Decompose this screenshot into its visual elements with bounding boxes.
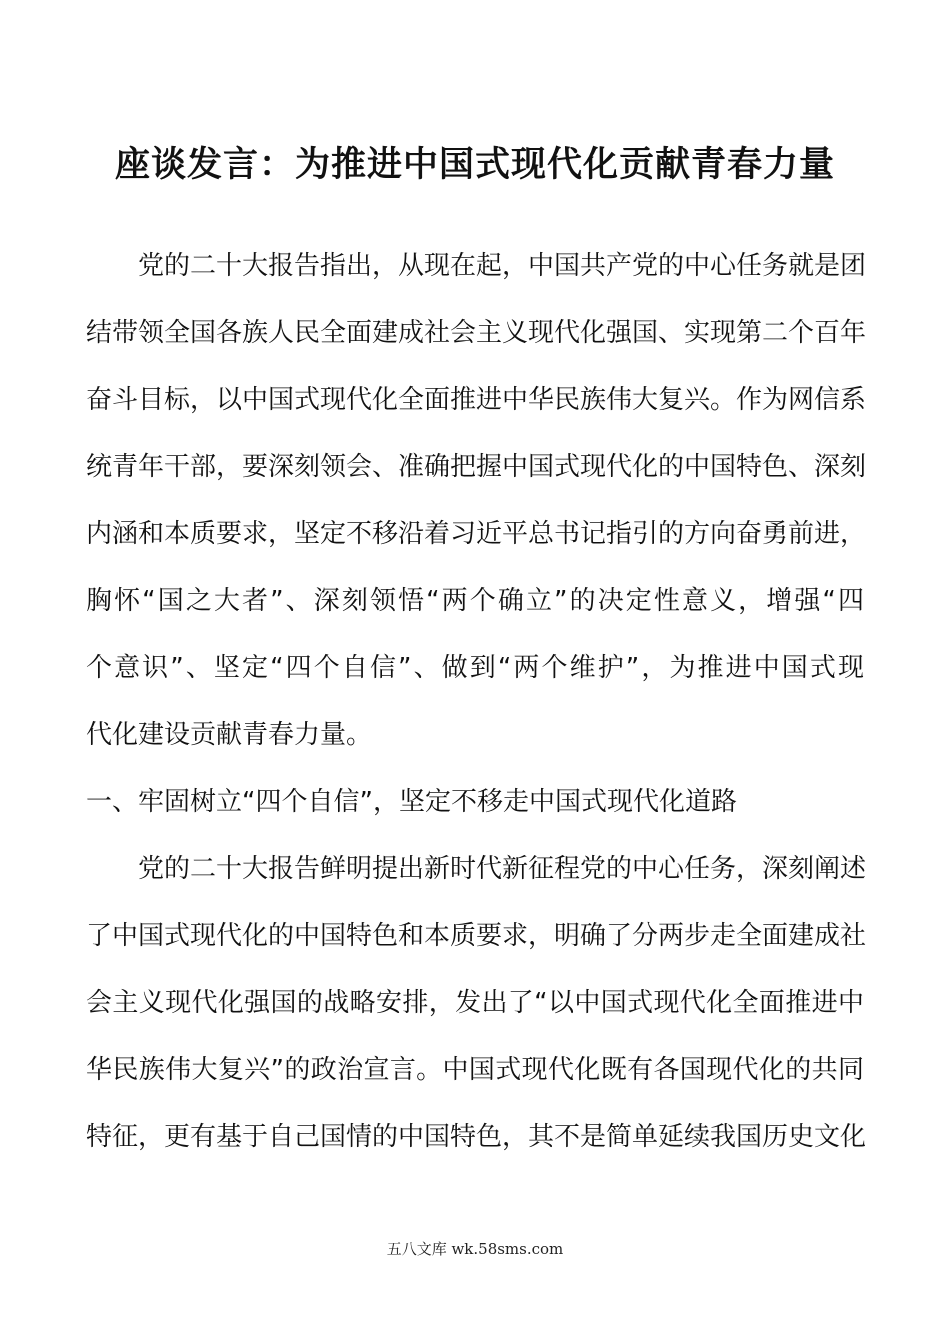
paragraph-line: 统青年干部，要深刻领会、准确把握中国式现代化的中国特色、深刻 — [86, 452, 867, 482]
paragraph-line: 奋斗目标，以中国式现代化全面推进中华民族伟大复兴。作为网信系 — [86, 385, 867, 415]
paragraph-line: 华民族伟大复兴”的政治宣言。中国式现代化既有各国现代化的共同 — [86, 1055, 864, 1085]
section-heading: 一、牢固树立“四个自信”，坚定不移走中国式现代化道路 — [86, 787, 737, 817]
paragraph-line: 特征，更有基于自己国情的中国特色，其不是简单延续我国历史文化 — [86, 1122, 867, 1152]
paragraph-line: 了中国式现代化的中国特色和本质要求，明确了分两步走全面建成社 — [86, 921, 867, 951]
paragraph-line: 个意识”、坚定“四个自信”、做到“两个维护”，为推进中国式现 — [86, 653, 864, 683]
paragraph-line: 会主义现代化强国的战略安排，发出了“以中国式现代化全面推进中 — [86, 988, 864, 1018]
paragraph-line: 代化建设贡献青春力量。 — [86, 720, 373, 750]
document-title: 座谈发言：为推进中国式现代化贡献青春力量 — [114, 145, 835, 185]
page-footer: 五八文库 wk.58sms.com — [386, 1240, 564, 1258]
paragraph-line: 内涵和本质要求，坚定不移沿着习近平总书记指引的方向奋勇前进， — [86, 519, 867, 549]
paragraph-line: 党的二十大报告鲜明提出新时代新征程党的中心任务，深刻阐述 — [86, 854, 867, 884]
paragraph-line: 胸怀“国之大者”、深刻领悟“两个确立”的决定性意义，增强“四 — [86, 586, 864, 616]
paragraph-line: 结带领全国各族人民全面建成社会主义现代化强国、实现第二个百年 — [86, 318, 867, 348]
paragraph-line: 党的二十大报告指出，从现在起，中国共产党的中心任务就是团 — [86, 251, 867, 281]
